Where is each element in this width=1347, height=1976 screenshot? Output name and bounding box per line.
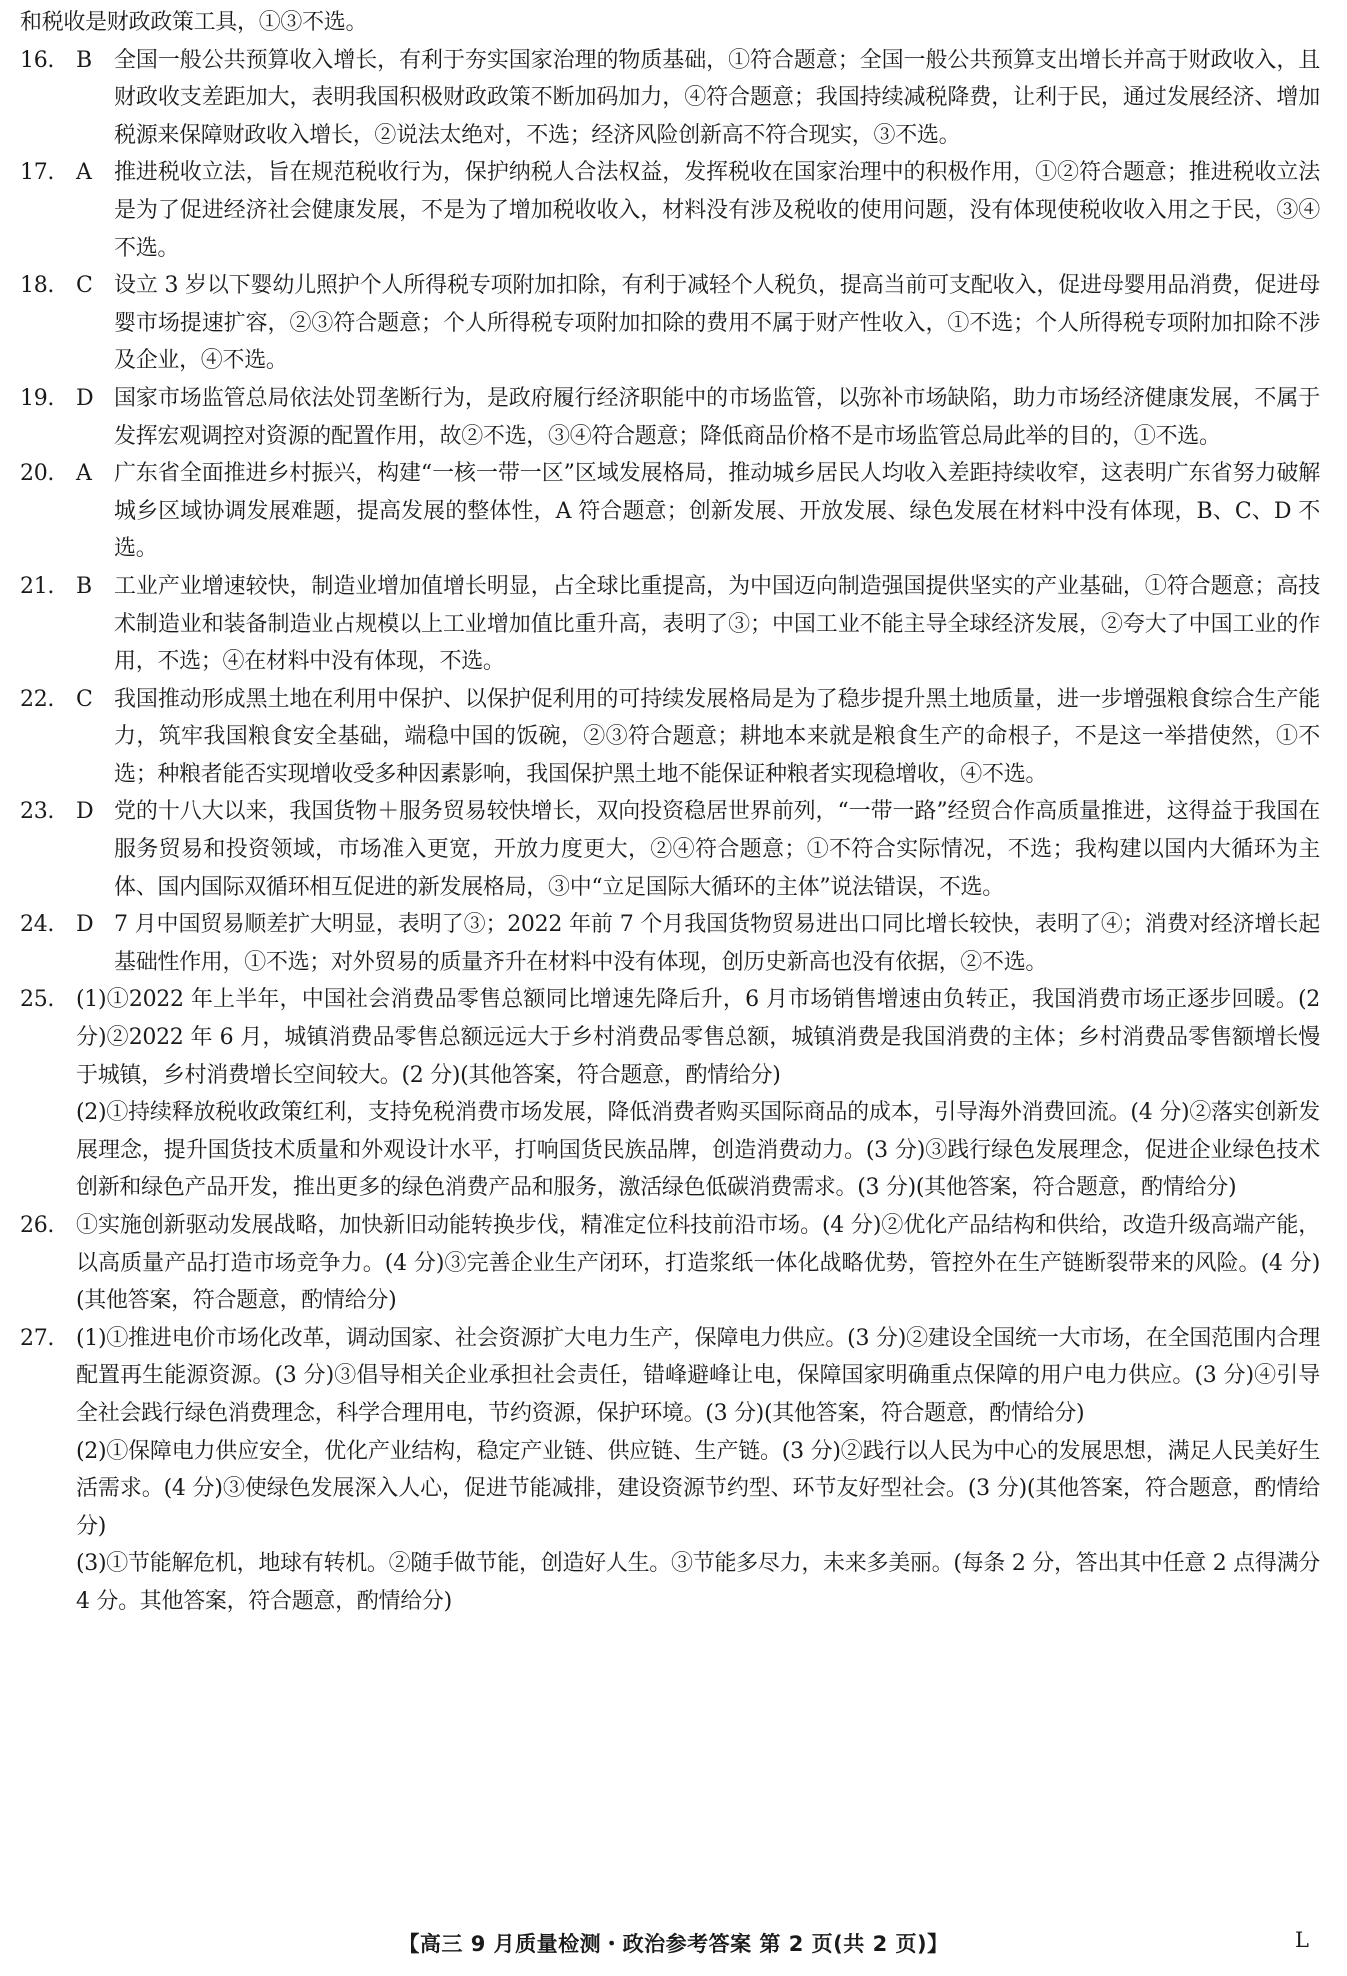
question-number: 22.	[20, 686, 55, 712]
answer-letter: C	[76, 273, 93, 299]
explanation: 推进税收立法，旨在规范税收行为，保护纳税人合法权益，发挥税收在国家治理中的积极作用，①②符合题意；推进税收立法是为了促进经济社会健康发展，不是为了增加税收收入，材料没有涉及税收的使用问题，没有体现使税收收入用之于民，③④不选。	[114, 160, 1320, 261]
answer-letter: B	[76, 573, 92, 599]
sub-answer-1: (1)①2022 年上半年，中国社会消费品零售总额同比增速先降后升，6 月市场销售增速由负转正，我国消费市场正逐步回暖。(2 分)②2022 年 6 月，城镇消费品零售总额远远大于乡村消费品零售总额，城镇消费是我国消费的主体；乡村消费品零售额增长慢于城镇，乡村消费增长空间较大。(2 分)(其他答案，符合题意，酌情给分)	[76, 987, 1320, 1088]
question-number: 18.	[20, 273, 55, 299]
question-17	[20, 154, 1320, 267]
question-26	[20, 1207, 1320, 1320]
sub-answer-2: (2)①持续释放税收政策红利，支持免税消费市场发展，降低消费者购买国际商品的成本，引导海外消费回流。(4 分)②落实创新发展理念，提升国货技术质量和外观设计水平，打响国货民族品牌，创造消费动力。(3 分)③践行绿色发展理念，促进企业绿色技术创新和绿色产品开发，推出更多的绿色消费产品和服务，激活绿色低碳消费需求。(3 分)(其他答案，符合题意，酌情给分)	[76, 1100, 1320, 1201]
question-21	[20, 568, 1320, 681]
explanation: 党的十八大以来，我国货物＋服务贸易较快增长，双向投资稳居世界前列，“一带一路”经贸合作高质量推进，这得益于我国在服务贸易和投资领域，市场准入更宽，开放力度更大，②④符合题意；①不符合实际情况，不选；我构建以国内大循环为主体、国内国际双循环相互促进的新发展格局，③中“立足国际大循环的主体”说法错误，不选。	[114, 799, 1320, 900]
explanation: 国家市场监管总局依法处罚垄断行为，是政府履行经济职能中的市场监管，以弥补市场缺陷，助力市场经济健康发展，不属于发挥宏观调控对资源的配置作用，故②不选，③④符合题意；降低商品价格不是市场监管总局此举的目的，①不选。	[114, 385, 1320, 449]
intro-line: 和税收是财政政策工具，①③不选。	[20, 10, 368, 35]
question-23	[20, 793, 1320, 906]
answer-letter: D	[76, 799, 94, 825]
sub-answer-1: ①实施创新驱动发展战略，加快新旧动能转换步伐，精准定位科技前沿市场。(4 分)②优化产品结构和供给，改造升级高端产能，以高质量产品打造市场竞争力。(4 分)③完善企业生产闭环，打造浆纸一体化战略优势，管控外在生产链断裂带来的风险。(4 分)(其他答案，符合题意，酌情给分)	[76, 1213, 1320, 1314]
question-number: 23.	[20, 799, 55, 825]
question-number: 17.	[20, 160, 55, 186]
question-27	[20, 1320, 1320, 1621]
explanation: 我国推动形成黑土地在利用中保护、以保护促利用的可持续发展格局是为了稳步提升黑土地质量，进一步增强粮食综合生产能力，筑牢我国粮食安全基础，端稳中国的饭碗，②③符合题意；耕地本来就是粮食生产的命根子，不是这一举措使然，①不选；种粮者能否实现增收受多种因素影响，我国保护黑土地不能保证种粮者实现稳增收，④不选。	[114, 686, 1320, 787]
question-number: 21.	[20, 573, 55, 599]
question-20	[20, 455, 1320, 568]
explanation: 设立 3 岁以下婴幼儿照护个人所得税专项附加扣除，有利于减轻个人税负，提高当前可支配收入，促进母婴用品消费，促进母婴市场提速扩容，②③符合题意；个人所得税专项附加扣除的费用不属于财产性收入，①不选；个人所得税专项附加扣除不涉及企业，④不选。	[114, 273, 1320, 374]
explanation: 广东省全面推进乡村振兴，构建“一核一带一区”区域发展格局，推动城乡居民人均收入差距持续收窄，这表明广东省努力破解城乡区域协调发展难题，提高发展的整体性，A 符合题意；创新发展、开放发展、绿色发展在材料中没有体现，B、C、D 不选。	[114, 461, 1320, 562]
footer-mark: L	[1295, 1928, 1309, 1952]
question-18	[20, 267, 1320, 380]
question-number: 26.	[20, 1213, 55, 1238]
answer-letter: A	[76, 461, 92, 487]
question-number: 16.	[20, 47, 55, 73]
question-25	[20, 981, 1320, 1207]
answer-letter: D	[76, 912, 94, 938]
explanation: 全国一般公共预算收入增长，有利于夯实国家治理的物质基础，①符合题意；全国一般公共预算支出增长并高于财政收入，且财政收支差距加大，表明我国积极财政政策不断加码加力，④符合题意；我国持续减税降费，让利于民，通过发展经济、增加税源来保障财政收入增长，②说法太绝对，不选；经济风险创新高不符合现实，③不选。	[114, 47, 1320, 148]
question-number: 24.	[20, 912, 55, 938]
question-number: 27.	[20, 1325, 55, 1351]
answer-letter: B	[76, 47, 92, 73]
question-16	[20, 42, 1320, 155]
answer-letter: D	[76, 385, 94, 411]
answer-body	[76, 1320, 1320, 1621]
question-number: 20.	[20, 461, 55, 487]
explanation: 7 月中国贸易顺差扩大明显，表明了③；2022 年前 7 个月我国货物贸易进出口同比增长较快，表明了④；消费对经济增长起基础性作用，①不选；对外贸易的质量齐升在材料中没有体现，创历史新高也没有依据，②不选。	[114, 912, 1320, 975]
sub-answer-2: (2)①保障电力供应安全，优化产业结构，稳定产业链、供应链、生产链。(3 分)②践行以人民为中心的发展思想，满足人民美好生活需求。(4 分)③使绿色发展深入人心，促进节能减排，建设资源节约型、环节友好型社会。(3 分)(其他答案，符合题意，酌情给分)	[76, 1438, 1320, 1539]
explanation: 工业产业增速较快，制造业增加值增长明显，占全球比重提高，为中国迈向制造强国提供坚实的产业基础，①符合题意；高技术制造业和装备制造业占规模以上工业增加值比重升高，表明了③；中国工业不能主导全球经济发展，②夸大了中国工业的作用，不选；④在材料中没有体现，不选。	[114, 573, 1320, 675]
answer-body	[76, 981, 1320, 1207]
answer-page	[20, 4, 1320, 1621]
footer-title: 【高三 9 月质量检测・政治参考答案 第 2 页(共 2 页)】	[398, 1932, 949, 1956]
question-24	[20, 906, 1320, 981]
question-number: 25.	[20, 987, 55, 1013]
page-footer	[0, 1928, 1347, 1958]
sub-answer-1: (1)①推进电价市场化改革，调动国家、社会资源扩大电力生产，保障电力供应。(3 分)②建设全国统一大市场，在全国范围内合理配置再生能源资源。(3 分)③倡导相关企业承担社会责任，错峰避峰让电，保障国家明确重点保障的用户电力供应。(3 分)④引导全社会践行绿色消费理念，科学合理用电，节约资源，保护环境。(3 分)(其他答案，符合题意，酌情给分)	[76, 1325, 1320, 1426]
answer-body	[76, 1207, 1320, 1320]
question-22	[20, 681, 1320, 794]
answer-letter: A	[76, 160, 92, 186]
question-number: 19.	[20, 385, 55, 411]
question-19	[20, 380, 1320, 455]
sub-answer-3: (3)①节能解危机，地球有转机。②随手做节能，创造好人生。③节能多尽力，未来多美丽。(每条 2 分，答出其中任意 2 点得满分 4 分。其他答案，符合题意，酌情给分)	[76, 1551, 1320, 1614]
answer-letter: C	[76, 686, 93, 712]
choice-answers	[20, 42, 1320, 982]
